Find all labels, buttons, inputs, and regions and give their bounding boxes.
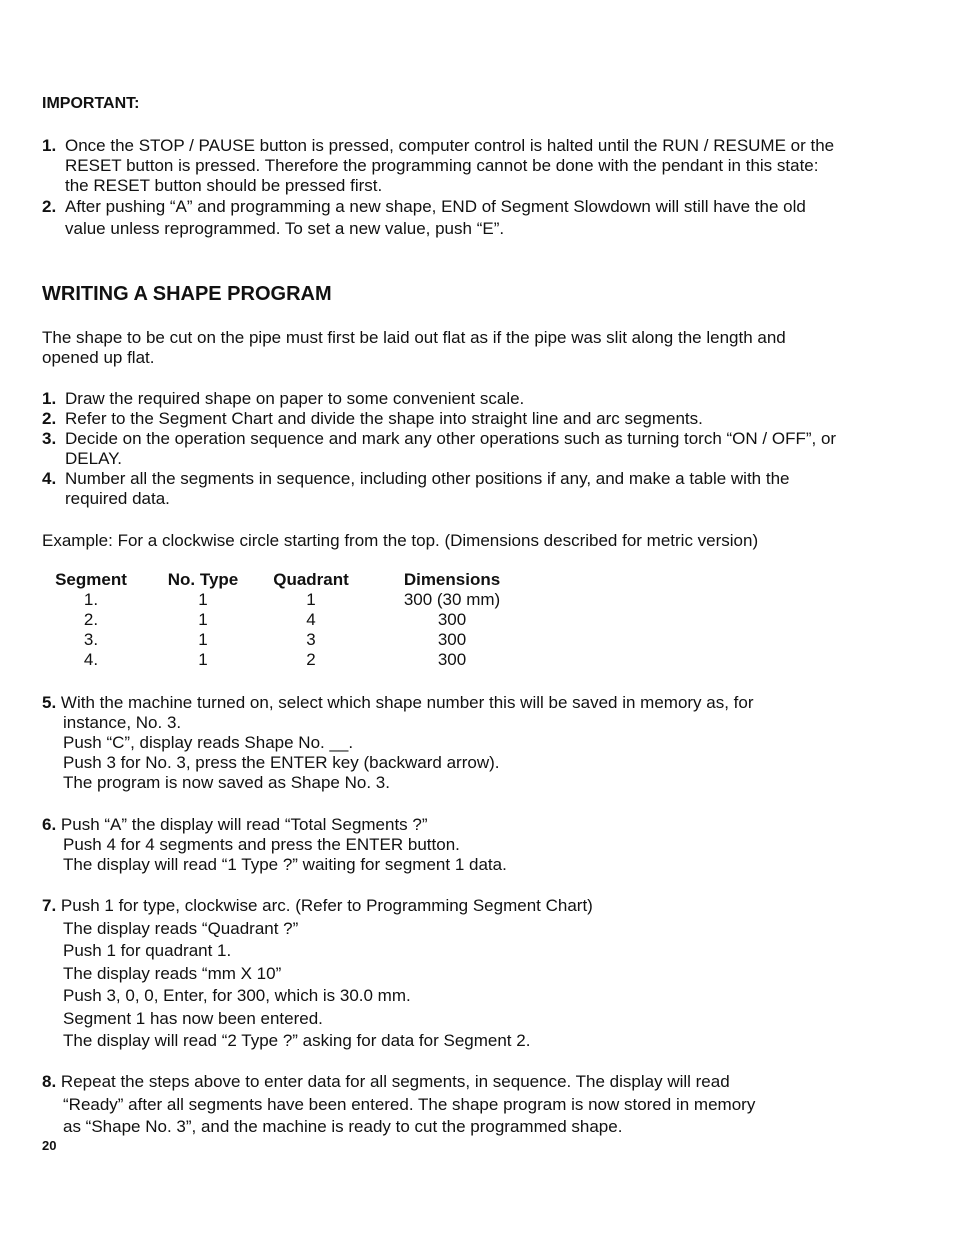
step-line: The display reads “mm X 10” — [63, 963, 282, 983]
list-number: 1. — [42, 389, 57, 408]
step-line: Push 1 for quadrant 1. — [63, 941, 232, 960]
list-number: 2. — [42, 409, 57, 428]
step-line: The display will read “2 Type ?” asking for data for Segment 2. — [63, 1031, 531, 1050]
step-line: With the machine turned on, select which shape number this will be saved in memory as, for — [60, 693, 754, 712]
section-title: WRITING A SHAPE PROGRAM — [42, 283, 332, 305]
section-steps — [42, 389, 842, 509]
list-text: Once the STOP / PAUSE button is pressed, computer control is halted until the RUN / RESUME or the RESET button is pressed. Therefore the programming cannot be done with the pendant in this state: the RESET button should be pressed first. — [65, 136, 835, 195]
step-line: instance, No. 3. — [63, 713, 182, 732]
list-text: After pushing “A” and programming a new shape, END of Segment Slowdown will still have the old value unless reprogrammed. To set a new value, push “E”. — [65, 197, 806, 238]
step-line: as “Shape No. 3”, and the machine is ready to cut the programmed shape. — [63, 1117, 623, 1136]
table-header: Quadrant — [273, 570, 349, 589]
list-text: Refer to the Segment Chart and divide the shape into straight line and arc segments. — [65, 409, 703, 428]
section-step-3 — [42, 429, 842, 469]
step-5 — [42, 693, 842, 793]
step-line: Segment 1 has now been entered. — [63, 1008, 323, 1028]
step-line: The display reads “Quadrant ?” — [63, 918, 299, 938]
step-number: 8. — [42, 1072, 57, 1091]
table-cell: 1. — [83, 590, 99, 609]
table-cell: 3 — [306, 630, 316, 649]
step-line: Push “C”, display reads Shape No. __. — [63, 733, 354, 752]
important-heading: IMPORTANT: — [42, 95, 140, 112]
step-7 — [42, 895, 842, 1053]
page-number: 20 — [42, 1138, 57, 1153]
table-cell: 1 — [198, 610, 208, 629]
important-list — [42, 136, 842, 240]
table-cell: 1 — [198, 630, 208, 649]
table-cell: 2 — [306, 650, 316, 669]
step-line: Push 1 for type, clockwise arc. (Refer to Programming Segment Chart) — [60, 896, 593, 915]
list-number: 1. — [42, 136, 57, 155]
list-number: 3. — [42, 429, 57, 448]
table-cell: 300 — [437, 650, 467, 669]
step-number: 5. — [42, 693, 57, 712]
table-header: Dimensions — [403, 570, 501, 589]
step-line: Push 3, 0, 0, Enter, for 300, which is 30.0 mm. — [63, 986, 411, 1005]
table-cell: 1 — [306, 590, 316, 609]
step-line: The program is now saved as Shape No. 3. — [63, 773, 390, 792]
table-header: Segment — [55, 570, 127, 589]
step-number: 7. — [42, 896, 57, 915]
step-line: Push 4 for 4 segments and press the ENTER button. — [63, 835, 460, 854]
step-number: 6. — [42, 815, 57, 834]
table-cell: 4. — [83, 650, 99, 669]
table-cell: 1 — [198, 590, 208, 609]
list-number: 2. — [42, 197, 57, 216]
table-cell: 300 — [437, 610, 467, 629]
step-line: Push “A” the display will read “Total Segments ?” — [60, 815, 428, 834]
list-text: Decide on the operation sequence and mark any other operations such as turning torch “ON / OFF”, or DELAY. — [65, 429, 837, 468]
table-cell: 300 (30 mm) — [403, 590, 501, 609]
section-step-2 — [42, 409, 842, 429]
important-item-1 — [42, 136, 842, 196]
step-line: Repeat the steps above to enter data for all segments, in sequence. The display will read — [60, 1072, 730, 1091]
step-6 — [42, 815, 842, 875]
table-cell: 4 — [306, 610, 316, 629]
step-line: The display will read “1 Type ?” waiting for segment 1 data. — [63, 855, 507, 874]
table-header: No. Type — [167, 570, 239, 589]
section-step-4 — [42, 469, 842, 509]
table-cell: 3. — [83, 630, 99, 649]
step-line: Push 3 for No. 3, press the ENTER key (backward arrow). — [63, 753, 500, 772]
list-text: Draw the required shape on paper to some convenient scale. — [65, 389, 525, 408]
important-item-2 — [42, 196, 842, 240]
section-step-1 — [42, 389, 842, 409]
list-number: 4. — [42, 469, 57, 488]
example-text: Example: For a clockwise circle starting from the top. (Dimensions described for metric version) — [42, 531, 759, 550]
section-intro: The shape to be cut on the pipe must first be laid out flat as if the pipe was slit along the length and opened up flat. — [42, 328, 786, 367]
step-line: “Ready” after all segments have been entered. The shape program is now stored in memory — [63, 1094, 756, 1114]
list-text: Number all the segments in sequence, including other positions if any, and make a table with the required data. — [65, 469, 790, 508]
table-cell: 300 — [437, 630, 467, 649]
table-cell: 1 — [198, 650, 208, 669]
table-cell: 2. — [83, 610, 99, 629]
step-8 — [42, 1071, 842, 1139]
